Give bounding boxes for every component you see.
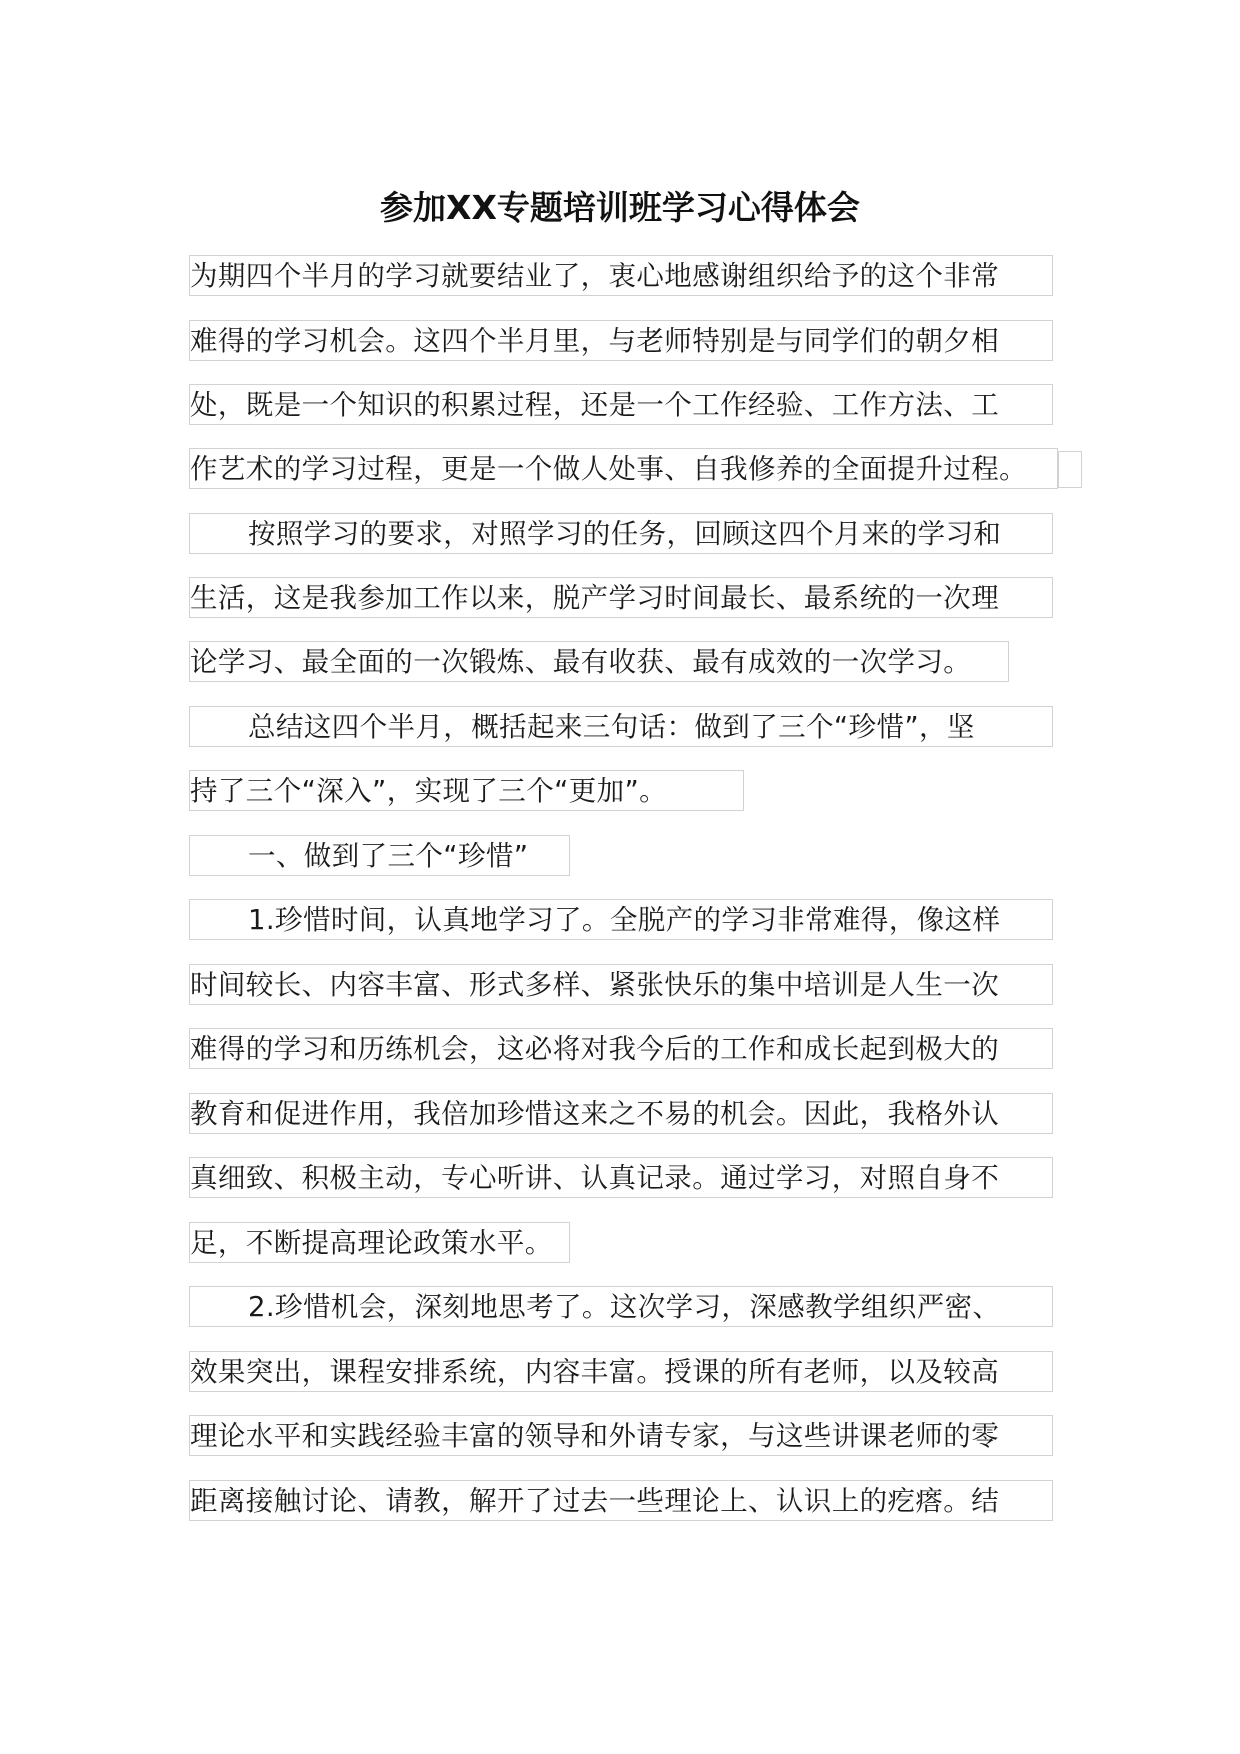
- text-line: 难得的学习和历练机会，这必将对我今后的工作和成长起到极大的: [189, 1028, 1053, 1069]
- text-line: 总结这四个半月，概括起来三句话：做到了三个“珍惜”，坚: [189, 706, 1053, 747]
- text-line: 理论水平和实践经验丰富的领导和外请专家，与这些讲课老师的零: [189, 1415, 1053, 1456]
- text-line: 2.珍惜机会，深刻地思考了。这次学习，深感教学组织严密、: [189, 1286, 1053, 1327]
- text-line: 论学习、最全面的一次锻炼、最有收获、最有成效的一次学习。: [189, 641, 1009, 682]
- text-line: 足，不断提高理论政策水平。: [189, 1222, 570, 1263]
- text-line: 按照学习的要求，对照学习的任务，回顾这四个月来的学习和: [189, 513, 1053, 554]
- text-line: 真细致、积极主动，专心听讲、认真记录。通过学习，对照自身不: [189, 1157, 1053, 1198]
- text-line: 作艺术的学习过程，更是一个做人处事、自我修养的全面提升过程。: [189, 448, 1058, 489]
- text-line: 距离接触讨论、请教，解开了过去一些理论上、认识上的疙瘩。结: [189, 1480, 1053, 1521]
- text-line: 持了三个“深入”，实现了三个“更加”。: [189, 770, 744, 811]
- text-line: 时间较长、内容丰富、形式多样、紧张快乐的集中培训是人生一次: [189, 964, 1053, 1005]
- text-line: 1.珍惜时间，认真地学习了。全脱产的学习非常难得，像这样: [189, 899, 1053, 940]
- text-line: 为期四个半月的学习就要结业了，衷心地感谢组织给予的这个非常: [189, 255, 1053, 296]
- text-line: 难得的学习机会。这四个半月里，与老师特别是与同学们的朝夕相: [189, 320, 1053, 361]
- line-end-box: [1058, 451, 1082, 488]
- section-heading: 一、做到了三个“珍惜”: [189, 835, 570, 876]
- text-line: 效果突出，课程安排系统，内容丰富。授课的所有老师，以及较高: [189, 1351, 1053, 1392]
- text-line: 处，既是一个知识的积累过程，还是一个工作经验、工作方法、工: [189, 384, 1053, 425]
- text-line: 生活，这是我参加工作以来，脱产学习时间最长、最系统的一次理: [189, 577, 1053, 618]
- document-title: 参加XX专题培训班学习心得体会: [380, 188, 860, 227]
- text-line: 教育和促进作用，我倍加珍惜这来之不易的机会。因此，我格外认: [189, 1093, 1053, 1134]
